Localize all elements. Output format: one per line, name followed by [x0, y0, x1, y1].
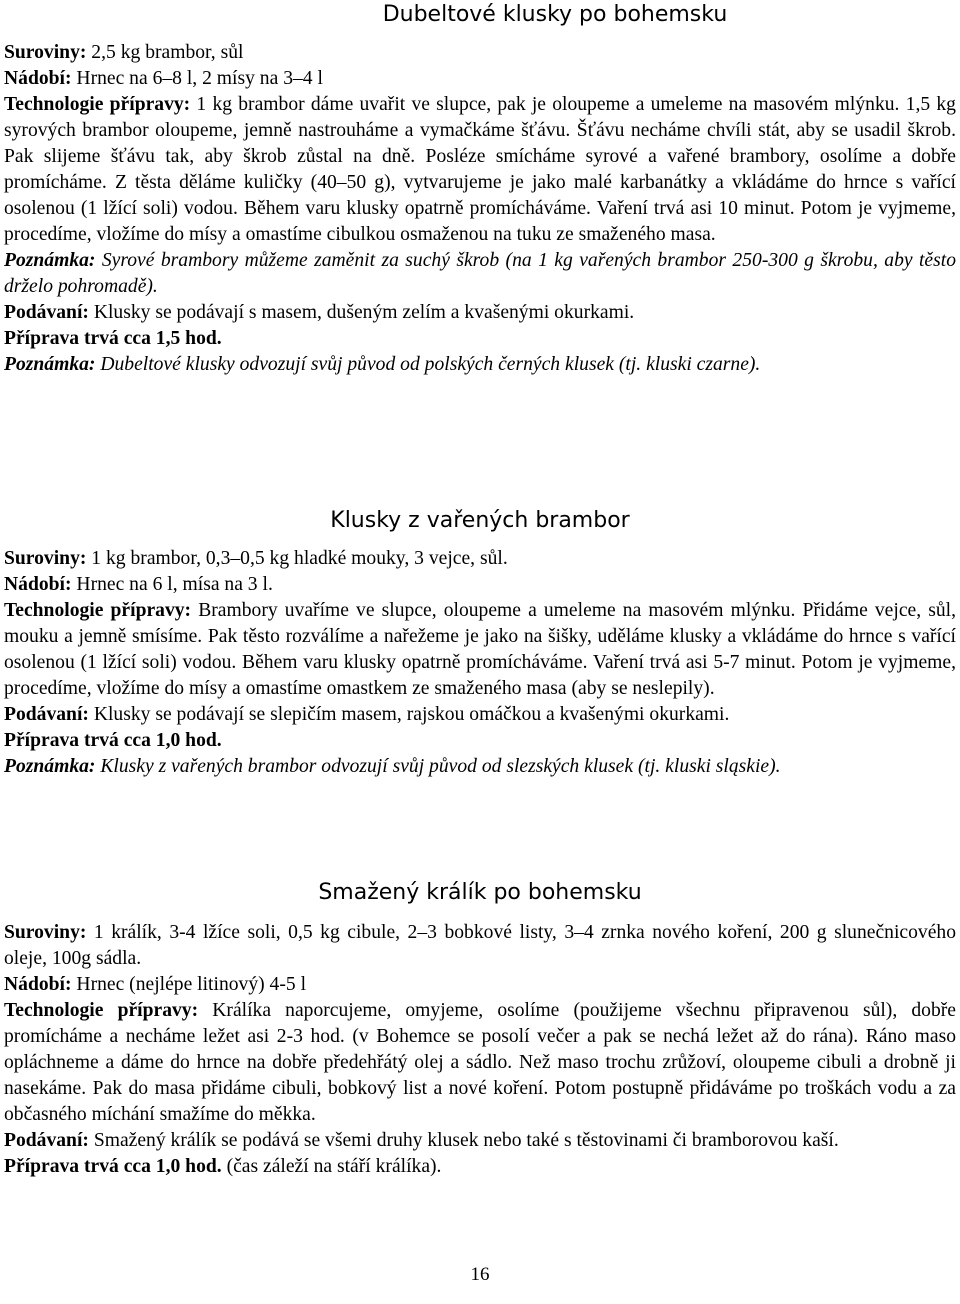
prep-time-label: Příprava trvá cca 1,5 hod.	[4, 328, 222, 349]
note-label: Poznámka:	[4, 250, 96, 271]
ingredients-text: 2,5 kg brambor, sůl	[86, 42, 244, 63]
note-text: Syrové brambory můžeme zaměnit za suchý škrob (na 1 kg vařených brambor 250-300 g škrobu, aby těsto drželo pohromadě).	[4, 250, 956, 297]
ingredients-line	[4, 546, 956, 572]
prep-time-label: Příprava trvá cca 1,0 hod.	[4, 1156, 222, 1177]
ingredients-text: 1 králík, 3-4 lžíce soli, 0,5 kg cibule, 2–3 bobkové listy, 3–4 zrnka nového koření, 200 g slunečnicového oleje, 100g sádla.	[4, 922, 956, 969]
recipe-title: Dubeltové klusky po bohemsku	[382, 2, 728, 27]
page-number: 16	[470, 1264, 490, 1285]
recipe-klusky-z-varenych-brambor	[4, 506, 956, 780]
recipe-smazeny-kralik	[4, 878, 956, 1180]
prep-time-line	[4, 326, 956, 352]
serving-text: Klusky se podávají s masem, dušeným zelím a kvašenými okurkami.	[88, 302, 635, 323]
dishes-text: Hrnec (nejlépe litinový) 4-5 l	[71, 974, 307, 995]
prep-time-text: (čas záleží na stáří králíka).	[221, 1156, 442, 1177]
serving-label: Podávaní:	[4, 704, 89, 725]
note-label: Poznámka:	[4, 354, 96, 375]
recipe-title: Smažený králík po bohemsku	[318, 880, 642, 905]
note-paragraph	[4, 754, 956, 780]
recipe-dubeltove-klusky	[4, 0, 956, 378]
note-label: Poznámka:	[4, 756, 96, 777]
technology-paragraph	[4, 598, 956, 702]
prep-time-line	[4, 1154, 956, 1180]
ingredients-line	[4, 920, 956, 972]
ingredients-text: 1 kg brambor, 0,3–0,5 kg hladké mouky, 3 vejce, sůl.	[86, 548, 508, 569]
prep-time-label: Příprava trvá cca 1,0 hod.	[4, 730, 222, 751]
recipe-title: Klusky z vařených brambor	[330, 508, 630, 533]
technology-label: Technologie přípravy:	[4, 94, 191, 115]
technology-paragraph	[4, 92, 956, 248]
dishes-line	[4, 572, 956, 598]
serving-label: Podávaní:	[4, 1130, 89, 1151]
dishes-label: Nádobí:	[4, 974, 72, 995]
dishes-text: Hrnec na 6 l, mísa na 3 l.	[71, 574, 273, 595]
technology-paragraph	[4, 998, 956, 1128]
serving-line	[4, 1128, 956, 1154]
ingredients-line	[4, 40, 956, 66]
dishes-line	[4, 66, 956, 92]
note-paragraph	[4, 248, 956, 300]
technology-text: Brambory uvaříme ve slupce, oloupeme a umeleme na masovém mlýnku. Přidáme vejce, sůl, mouku a jemně smísíme. Pak těsto rozválíme a nařežeme je jako na šišky, uděláme klusky a vkládáme do hrnce s vařící osolenou (1 lžící soli) vodou. Během varu klusky opatrně promícháváme. Vaření trvá asi 5-7 minut. Potom je vyjmeme, procedíme, vložíme do mísy a omastíme omastkem ze smaženého masa (aby se neslepily).	[4, 600, 956, 699]
technology-text: 1 kg brambor dáme uvařit ve slupce, pak je oloupeme a umeleme na masovém mlýnku. 1,5 kg syrových brambor oloupeme, jemně nastrouháme a vymačkáme šťávu. Šťávu necháme chvíli stát, aby se usadil škrob. Pak slijeme šťávu tak, aby škrob zůstal na dně. Posléze smícháme syrové a vařené brambory, osolíme a dobře promícháme. Z těsta děláme kuličky (40–50 g), vytvarujeme je jako malé karbanátky a vkládáme do hrnce s vařící osolenou (1 lžící soli) vodou. Během varu klusky opatrně promícháváme. Vaření trvá asi 10 minut. Potom je vyjmeme, procedíme, vložíme do mísy a omastíme cibulkou osmaženou na tuku ze smaženého masa.	[4, 94, 956, 245]
serving-line	[4, 300, 956, 326]
dishes-text: Hrnec na 6–8 l, 2 mísy na 3–4 l	[71, 68, 323, 89]
serving-text: Klusky se podávají se slepičím masem, rajskou omáčkou a kvašenými okurkami.	[88, 704, 730, 725]
ingredients-label: Suroviny:	[4, 42, 87, 63]
serving-text: Smažený králík se podává se všemi druhy klusek nebo také s těstovinami či bramborovou kaší.	[88, 1130, 839, 1151]
technology-label: Technologie přípravy:	[4, 600, 192, 621]
prep-time-line	[4, 728, 956, 754]
dishes-label: Nádobí:	[4, 68, 72, 89]
dishes-label: Nádobí:	[4, 574, 72, 595]
technology-text: Králíka naporcujeme, omyjeme, osolíme (použijeme všechnu připravenou sůl), dobře promícháme a necháme ležet asi 2-3 hod. (v Bohemce se posolí večer a pak se nechá ležet až do rána). Ráno maso opláchneme a dáme do hrnce na dobře předehřátý olej a sádlo. Než maso trochu zrůžoví, oloupeme cibuli a drobně ji nasekáme. Pak do masa přidáme cibuli, bobkový list a nové koření. Potom postupně přidáváme po troškách vodu a za občasného míchání smažíme do měkka.	[4, 1000, 956, 1125]
technology-label: Technologie přípravy:	[4, 1000, 199, 1021]
note-text: Dubeltové klusky odvozují svůj původ od polských černých klusek (tj. kluski czarne).	[95, 354, 761, 375]
note-text: Klusky z vařených brambor odvozují svůj původ od slezských klusek (tj. kluski sląskie).	[95, 756, 781, 777]
serving-line	[4, 702, 956, 728]
serving-label: Podávaní:	[4, 302, 89, 323]
ingredients-label: Suroviny:	[4, 548, 87, 569]
ingredients-label: Suroviny:	[4, 922, 87, 943]
dishes-line	[4, 972, 956, 998]
note-paragraph	[4, 352, 956, 378]
